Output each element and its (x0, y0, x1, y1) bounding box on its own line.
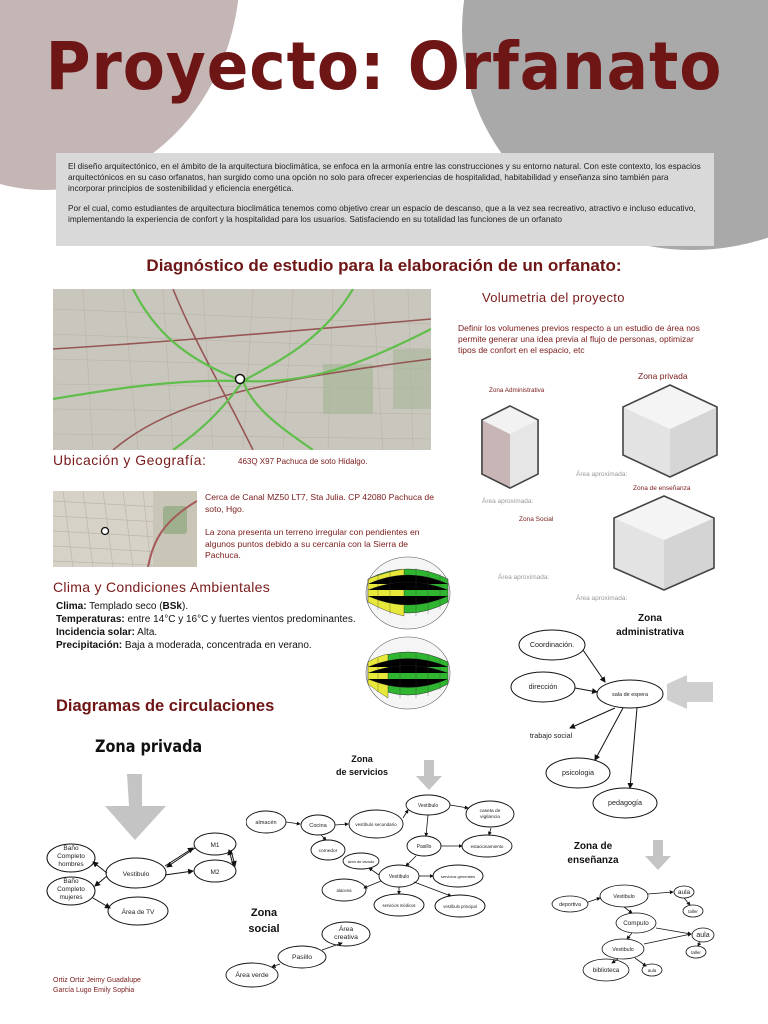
node-label: Vestibulo (388, 874, 410, 880)
clima-title: Clima y Condiciones Ambientales (53, 579, 271, 595)
node-label: comedor (318, 849, 338, 854)
clima-item: Precipitación: Baja a moderada, concentrada en verano. (56, 640, 312, 651)
node-label: taller (688, 909, 698, 914)
node-label: Área de TV (121, 909, 155, 916)
node-label: Área verde (235, 972, 269, 979)
node-label: taller (691, 950, 701, 955)
node-label: trabajo social (529, 731, 573, 740)
author-name: Ortiz Ortiz Jeimy Guadalupe (53, 977, 141, 984)
node-label: servicios médicos (382, 903, 416, 908)
area-aprox-label: Área aproximada: (576, 471, 628, 478)
poster-title: Proyecto: Orfanato (45, 28, 723, 105)
node-label: vestíbulo secundario (355, 822, 397, 827)
node-label: pedagogía (608, 798, 642, 807)
node-label: sala de espera (611, 692, 649, 698)
diagram-zona-privada (45, 770, 255, 930)
node-label: área de lavado (347, 859, 375, 864)
clima-item: Clima: Templado seco (BSk). (56, 601, 189, 612)
zona-privada-title: Zona privada (95, 737, 203, 757)
node-label: alacena (336, 888, 352, 893)
ubicacion-address: 463Q X97 Pachuca de soto Hidalgo. (238, 457, 368, 466)
node-label: Baño Completo hombres (57, 845, 85, 868)
node-label: psicologia (562, 768, 594, 777)
label-zona-administrativa: Zona Administrativa (489, 387, 545, 394)
intro-box (56, 153, 714, 246)
diagram-zona-administrativa (505, 620, 720, 820)
clima-list (56, 600, 356, 652)
cube-administrativa (480, 404, 540, 490)
clima-item: Incidencia solar: Alta. (56, 627, 158, 638)
site-map (53, 491, 197, 567)
diagram-zona-ensenanza (550, 838, 720, 988)
diagram-zona-social (222, 920, 372, 992)
node-label: Vestibulo (612, 947, 634, 953)
node-label: Baño Completo mujeres (57, 878, 85, 901)
clima-item: Temperaturas: entre 14°C y 16°C y fuertes vientos predominantes. (56, 614, 356, 625)
label-zona-social: Zona Social (519, 516, 554, 523)
volumetria-text: Definir los volumenes previos respecto a un estudio de área nos permite generar una idea previa al flujo de personas, optimizar tipos de confort en el espacio, etc (458, 323, 700, 356)
node-label: deportiva (559, 902, 581, 908)
circulaciones-heading: Diagramas de circulaciones (56, 697, 275, 715)
node-label: biblioteca (592, 967, 620, 974)
node-label: Vestibulo (122, 871, 150, 878)
node-label: Cocina (309, 823, 327, 829)
zona-ensenanza-title: Zona de enseñanza (567, 841, 619, 866)
node-label: vestíbulo principal (443, 904, 477, 909)
node-label: aula (696, 932, 710, 939)
node-label: dirección (528, 682, 558, 691)
volumetria-title: Volumetria del proyecto (482, 290, 625, 305)
zona-social-title: Zona social (248, 907, 280, 935)
area-aprox-label: Área aproximada: (498, 574, 550, 581)
location-map (53, 289, 431, 450)
node-label: aula (647, 968, 657, 973)
intro-paragraph-1: El diseño arquitectónico, en el ámbito de la arquitectura bioclimática, se enfoca en la armonía entre las construcciones y su entorno natural. Con este contexto, los espacios arquitectónicos en su caso orfanatos, han surgido como una opción no solo para ofrecer experiencias de hospitalidad, habitabilidad y enseñanza sino también para incorporar principios de sostenibilidad y eficiencia energética. (68, 161, 701, 193)
node-label: caseta de vigilancia (479, 809, 501, 820)
intro-paragraph-2: Por el cual, como estudiantes de arquitectura bioclimática tenemos como objetivo crear un espacio de descanso, que a la vez sea recreativo, atractivo e incluso educativo, implementando la experiencia de confort y la hospitalidad para los usuarios. Satisfaciendo en su totalidad las funciones de un orfanato (68, 203, 696, 224)
node-label: Pasillo (291, 954, 313, 961)
terrain-text: La zona presenta un terreno irregular con pendientes en algunos puntos debido a su cercanía con la Sierra de Pachuca. (205, 527, 420, 560)
node-label: Vestibulo (613, 894, 635, 900)
node-label: M2 (210, 869, 220, 876)
node-label: M1 (210, 842, 220, 849)
node-label: Pasillo (416, 844, 432, 850)
node-label: Computo (623, 920, 649, 927)
node-label: Coordinación. (529, 640, 575, 649)
site-address-text: Cerca de Canal MZ50 LT7, Sta Julia. CP 42080 Pachuca de soto, Hgo. (205, 492, 434, 514)
credits (53, 976, 141, 996)
node-label: estacionamiento (470, 844, 504, 849)
label-zona-ensenanza: Zona de enseñanza (633, 485, 691, 492)
label-zona-privada: Zona privada (638, 371, 688, 381)
ubicacion-title: Ubicación y Geografía: (53, 452, 207, 468)
solar-diagram-1 (364, 554, 452, 632)
cube-privada (621, 383, 719, 479)
cube-ensenanza (612, 494, 716, 592)
diagnostico-heading: Diagnóstico de estudio para la elaboración de un orfanato: (146, 256, 622, 275)
area-aprox-label: Área aproximada: (576, 595, 628, 602)
node-label: aula (677, 889, 691, 896)
node-label: Vestibulo (417, 803, 439, 809)
diagram-zona-servicios (246, 758, 516, 924)
zona-servicios-title: Zona de servicios (335, 754, 389, 777)
zona-administrativa-title: Zona administrativa (616, 613, 684, 638)
area-aprox-label: Área aproximada: (482, 498, 534, 505)
solar-diagram-2 (364, 634, 452, 712)
node-label: Área creativa (334, 926, 358, 941)
author-name: García Lugo Emily Sophia (53, 987, 135, 994)
node-label: almacén (255, 820, 277, 826)
node-label: servicios generales (440, 874, 476, 879)
